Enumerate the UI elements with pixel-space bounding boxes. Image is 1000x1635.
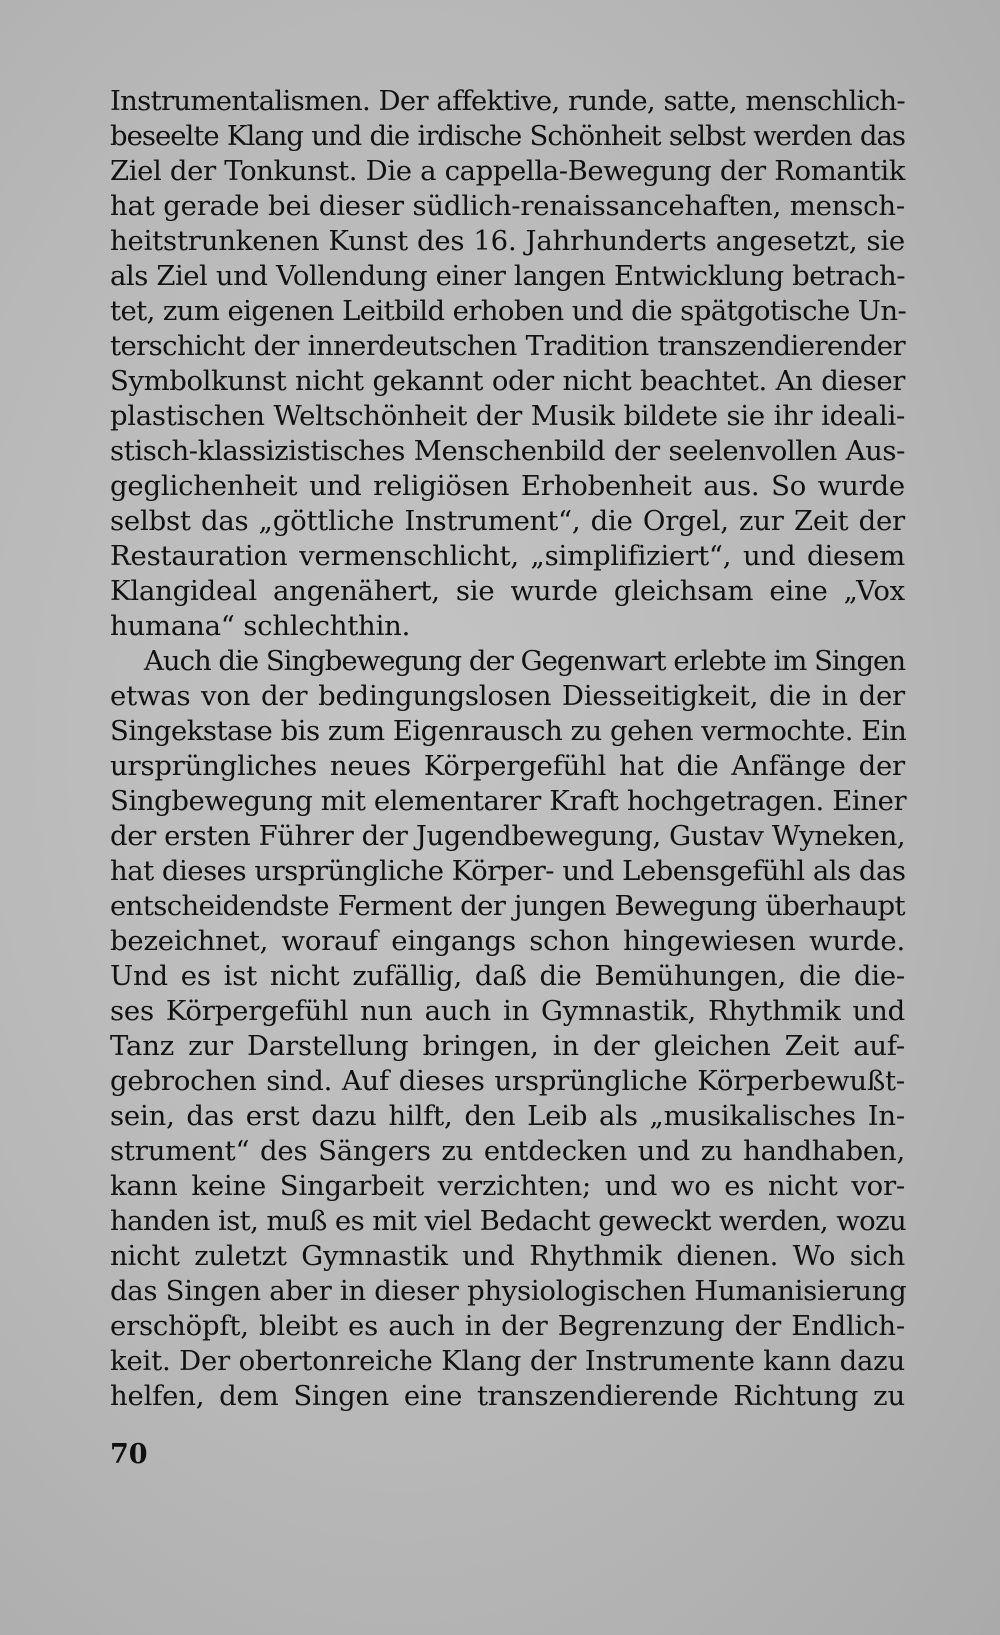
text-line: helfen, dem Singen eine transzendierende Richtung zu xyxy=(110,1380,905,1412)
text-line: handen ist, muß es mit viel Bedacht geweckt werden, wozu xyxy=(110,1205,907,1237)
text-line: das Singen aber in dieser physiologischen Humanisierung xyxy=(110,1275,907,1307)
text-line: sein, das erst dazu hilft, den Leib als „musikalisches In- xyxy=(110,1100,905,1132)
text-line: Klangideal angenähert, sie wurde gleichsam eine „Vox xyxy=(110,575,905,607)
text-line: keit. Der obertonreiche Klang der Instrumente kann dazu xyxy=(110,1345,905,1377)
text-line: nicht zuletzt Gymnastik und Rhythmik dienen. Wo sich xyxy=(110,1240,905,1272)
text-line: bezeichnet, worauf eingangs schon hingewiesen wurde. xyxy=(110,925,905,957)
text-line: als Ziel und Vollendung einer langen Entwicklung betrach- xyxy=(110,260,905,292)
paragraph-2 xyxy=(110,644,905,1414)
text-line: Tanz zur Darstellung bringen, in der gleichen Zeit auf- xyxy=(110,1030,905,1062)
text-line: geglichenheit und religiösen Erhobenheit aus. So wurde xyxy=(110,470,905,502)
text-line: Singekstase bis zum Eigenrausch zu gehen vermochte. Ein xyxy=(110,715,907,747)
text-line: kann keine Singarbeit verzichten; und wo es nicht vor- xyxy=(110,1170,905,1202)
text-line: Singbewegung mit elementarer Kraft hochgetragen. Einer xyxy=(110,785,907,817)
text-line: ursprüngliches neues Körpergefühl hat die Anfänge der xyxy=(110,750,905,782)
page-text xyxy=(110,84,905,1414)
text-line: heitstrunkenen Kunst des 16. Jahrhunderts angesetzt, sie xyxy=(110,225,905,257)
text-line: terschicht der innerdeutschen Tradition transzendierender xyxy=(110,330,905,362)
text-line: der ersten Führer der Jugendbewegung, Gustav Wyneken, xyxy=(110,820,906,852)
text-line: hat dieses ursprüngliche Körper- und Lebensgefühl als das xyxy=(110,855,906,887)
text-line: beseelte Klang und die irdische Schönheit selbst werden das xyxy=(110,120,905,152)
page-number: 70 xyxy=(110,1439,148,1470)
text-line: stisch-klassizistisches Menschenbild der seelenvollen Aus- xyxy=(110,435,905,467)
text-line: Restauration vermenschlicht, „simplifiziert“, und diesem xyxy=(110,540,905,572)
text-line: Ziel der Tonkunst. Die a cappella-Bewegung der Romantik xyxy=(110,155,905,187)
paragraph-1 xyxy=(110,84,905,644)
text-line: tet, zum eigenen Leitbild erhoben und die spätgotische Un- xyxy=(110,295,907,327)
text-line: etwas von der bedingungslosen Diesseitigkeit, die in der xyxy=(110,680,905,712)
text-line: strument“ des Sängers zu entdecken und zu handhaben, xyxy=(110,1135,905,1167)
text-line: hat gerade bei dieser südlich-renaissancehaften, mensch- xyxy=(110,190,905,222)
text-line: Instrumentalismen. Der affektive, runde, satte, menschlich- xyxy=(110,85,905,117)
text-line: Symbolkunst nicht gekannt oder nicht beachtet. An dieser xyxy=(110,365,905,397)
text-line: humana“ schlechthin. xyxy=(110,610,411,642)
text-line: erschöpft, bleibt es auch in der Begrenzung der Endlich- xyxy=(110,1310,905,1342)
text-line: Und es ist nicht zufällig, daß die Bemühungen, die die- xyxy=(110,960,905,992)
text-line: selbst das „göttliche Instrument“, die Orgel, zur Zeit der xyxy=(110,505,905,537)
text-line: plastischen Weltschönheit der Musik bildete sie ihr ideali- xyxy=(110,400,905,432)
text-line: entscheidendste Ferment der jungen Bewegung überhaupt xyxy=(110,890,905,922)
text-line: Auch die Singbewegung der Gegenwart erlebte im Singen xyxy=(144,645,906,677)
text-line: ses Körpergefühl nun auch in Gymnastik, Rhythmik und xyxy=(110,995,905,1027)
text-line: gebrochen sind. Auf dieses ursprüngliche Körperbewußt- xyxy=(110,1065,905,1097)
